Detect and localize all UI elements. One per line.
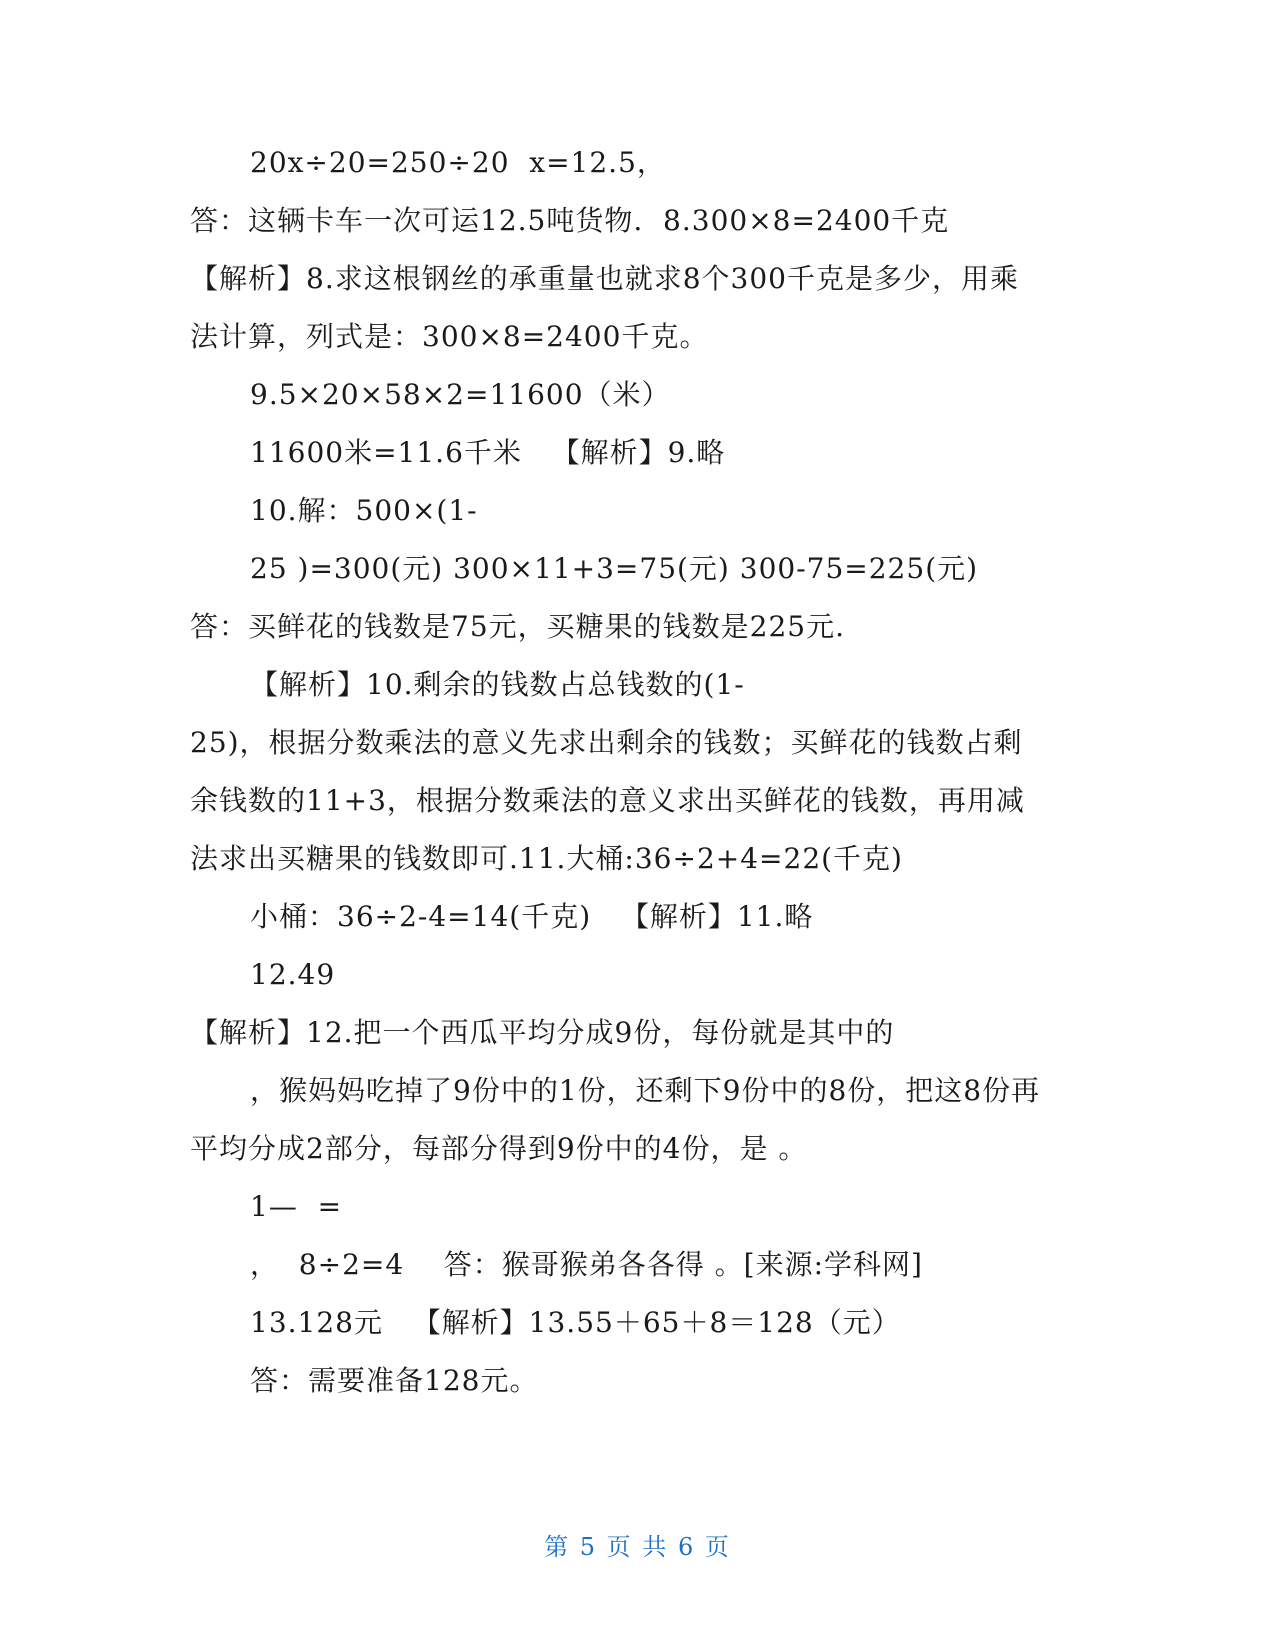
text-line-2: 答：这辆卡车一次可运12.5吨货物. 8.300×8=2400千克 bbox=[190, 204, 950, 237]
text-line-12: 余钱数的11+3，根据分数乘法的意义求出买鲜花的钱数，再用减 bbox=[190, 784, 1025, 817]
text-line-4: 法计算，列式是：300×8=2400千克。 bbox=[190, 320, 709, 353]
text-line-22: 答：需要准备128元。 bbox=[250, 1364, 539, 1397]
text-line-18: 平均分成2部分，每部分得到9份中的4份，是 。 bbox=[190, 1132, 808, 1165]
text-line-5: 9.5×20×58×2=11600（米） bbox=[250, 378, 671, 411]
text-line-20: ， 8÷2=4 答：猴哥猴弟各各得 。[来源:学科网] bbox=[250, 1248, 923, 1281]
text-line-21: 13.128元 【解析】13.55＋65＋8＝128（元） bbox=[250, 1306, 901, 1339]
text-line-11: 25)，根据分数乘法的意义先求出剩余的钱数；买鲜花的钱数占剩 bbox=[190, 726, 1023, 759]
text-line-7: 10.解：500×(1- bbox=[250, 494, 478, 527]
text-line-1: 20x÷20=250÷20 x=12.5， bbox=[250, 146, 666, 179]
text-line-3: 【解析】8.求这根钢丝的承重量也就求8个300千克是多少，用乘 bbox=[190, 262, 1019, 295]
text-line-10: 【解析】10.剩余的钱数占总钱数的(1- bbox=[250, 668, 745, 701]
text-line-6: 11600米=11.6千米 【解析】9.略 bbox=[250, 436, 726, 469]
text-line-17: ，猴妈妈吃掉了9份中的1份，还剩下9份中的8份，把这8份再 bbox=[250, 1074, 1041, 1107]
text-line-15: 12.49 bbox=[250, 958, 336, 991]
text-line-14: 小桶：36÷2-4=14(千克) 【解析】11.略 bbox=[250, 900, 814, 933]
text-line-13: 法求出买糖果的钱数即可.11.大桶:36÷2+4=22(千克) bbox=[190, 842, 903, 875]
page-number-footer: 第 5 页 共 6 页 bbox=[544, 1533, 731, 1561]
text-line-8: 25 )=300(元) 300×11+3=75(元) 300-75=225(元) bbox=[250, 552, 979, 585]
text-line-19: 1— = bbox=[250, 1190, 343, 1223]
text-line-16: 【解析】12.把一个西瓜平均分成9份，每份就是其中的 bbox=[190, 1016, 895, 1049]
text-line-9: 答：买鲜花的钱数是75元，买糖果的钱数是225元. bbox=[190, 610, 845, 643]
